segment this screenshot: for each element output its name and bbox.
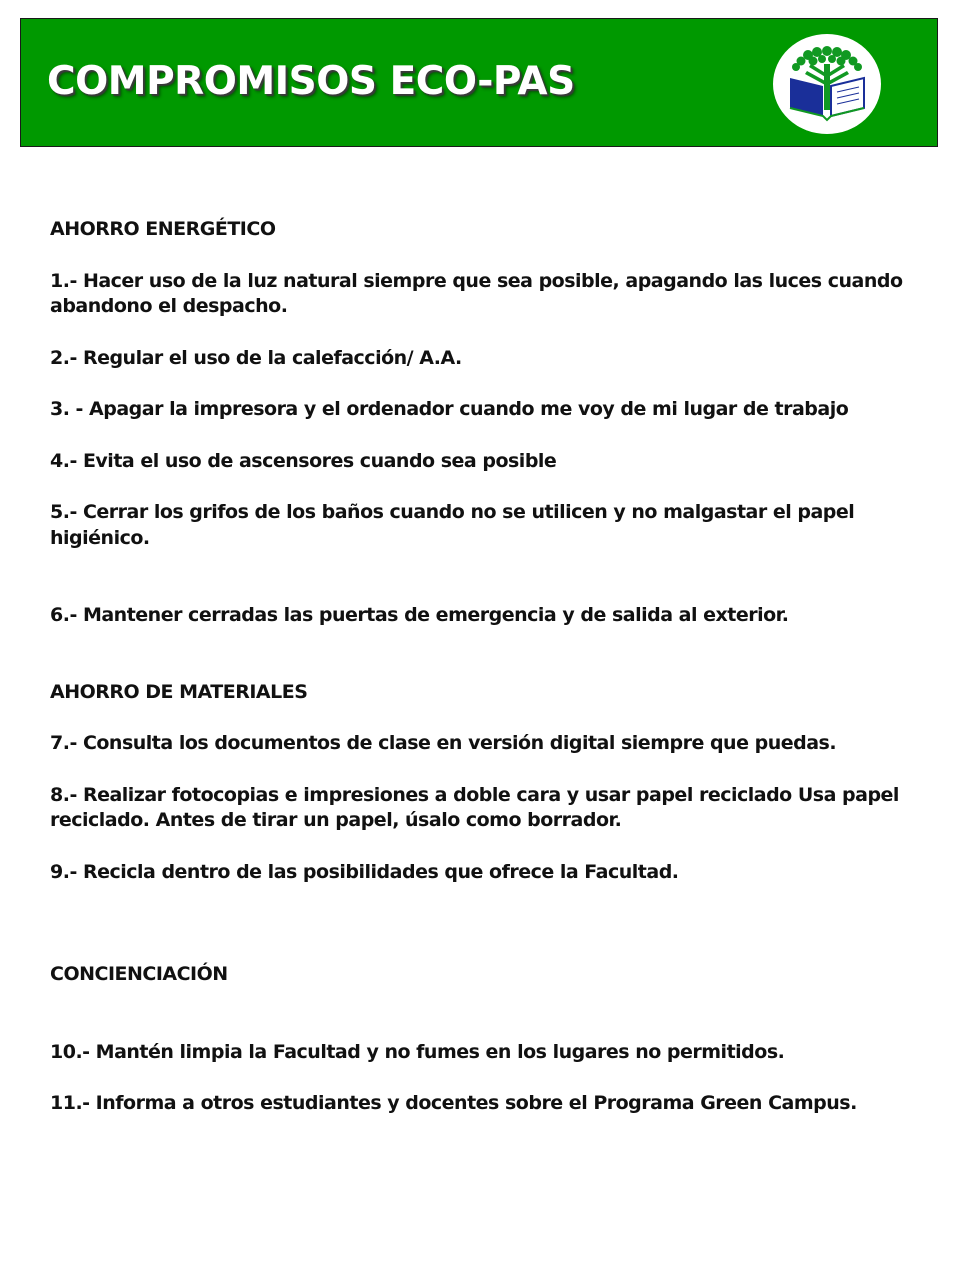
list-item: 7.- Consulta los documentos de clase en versión digital siempre que puedas. [50, 732, 837, 754]
list-item: 1.- Hacer uso de la luz natural siempre que sea posible, apagando las luces cuando abandono el despacho. [50, 269, 903, 317]
section-heading-awareness: CONCIENCIACIÓN [50, 963, 228, 985]
list-item: 3. - Apagar la impresora y el ordenador cuando me voy de mi lugar de trabajo [50, 398, 849, 420]
list-item: 4.- Evita el uso de ascensores cuando sea posible [50, 449, 557, 472]
tree-book-icon [773, 34, 881, 134]
header-banner [20, 18, 938, 147]
list-item: 10.- Mantén limpia la Facultad y no fumes en los lugares no permitidos. [50, 1040, 785, 1063]
green-campus-logo [773, 34, 881, 134]
commitments-content [50, 217, 930, 1117]
list-item: 6.- Mantener cerradas las puertas de emergencia y de salida al exterior. [50, 604, 789, 626]
list-item: 8.- Realizar fotocopias e impresiones a doble cara y usar papel reciclado Usa papel reciclado. Antes de tirar un papel, úsalo como borrador. [50, 783, 899, 831]
list-item: 5.- Cerrar los grifos de los baños cuando no se utilicen y no malgastar el papel higiénico. [50, 501, 855, 549]
list-item: 11.- Informa a otros estudiantes y docentes sobre el Programa Green Campus. [50, 1092, 857, 1114]
section-heading-materials: AHORRO DE MATERIALES [50, 680, 308, 703]
list-item: 2.- Regular el uso de la calefacción/ A.A. [50, 346, 462, 369]
page-title: COMPROMISOS ECO-PAS [47, 59, 575, 104]
list-item: 9.- Recicla dentro de las posibilidades que ofrece la Facultad. [50, 860, 679, 883]
section-heading-energy: AHORRO ENERGÉTICO [50, 218, 276, 240]
